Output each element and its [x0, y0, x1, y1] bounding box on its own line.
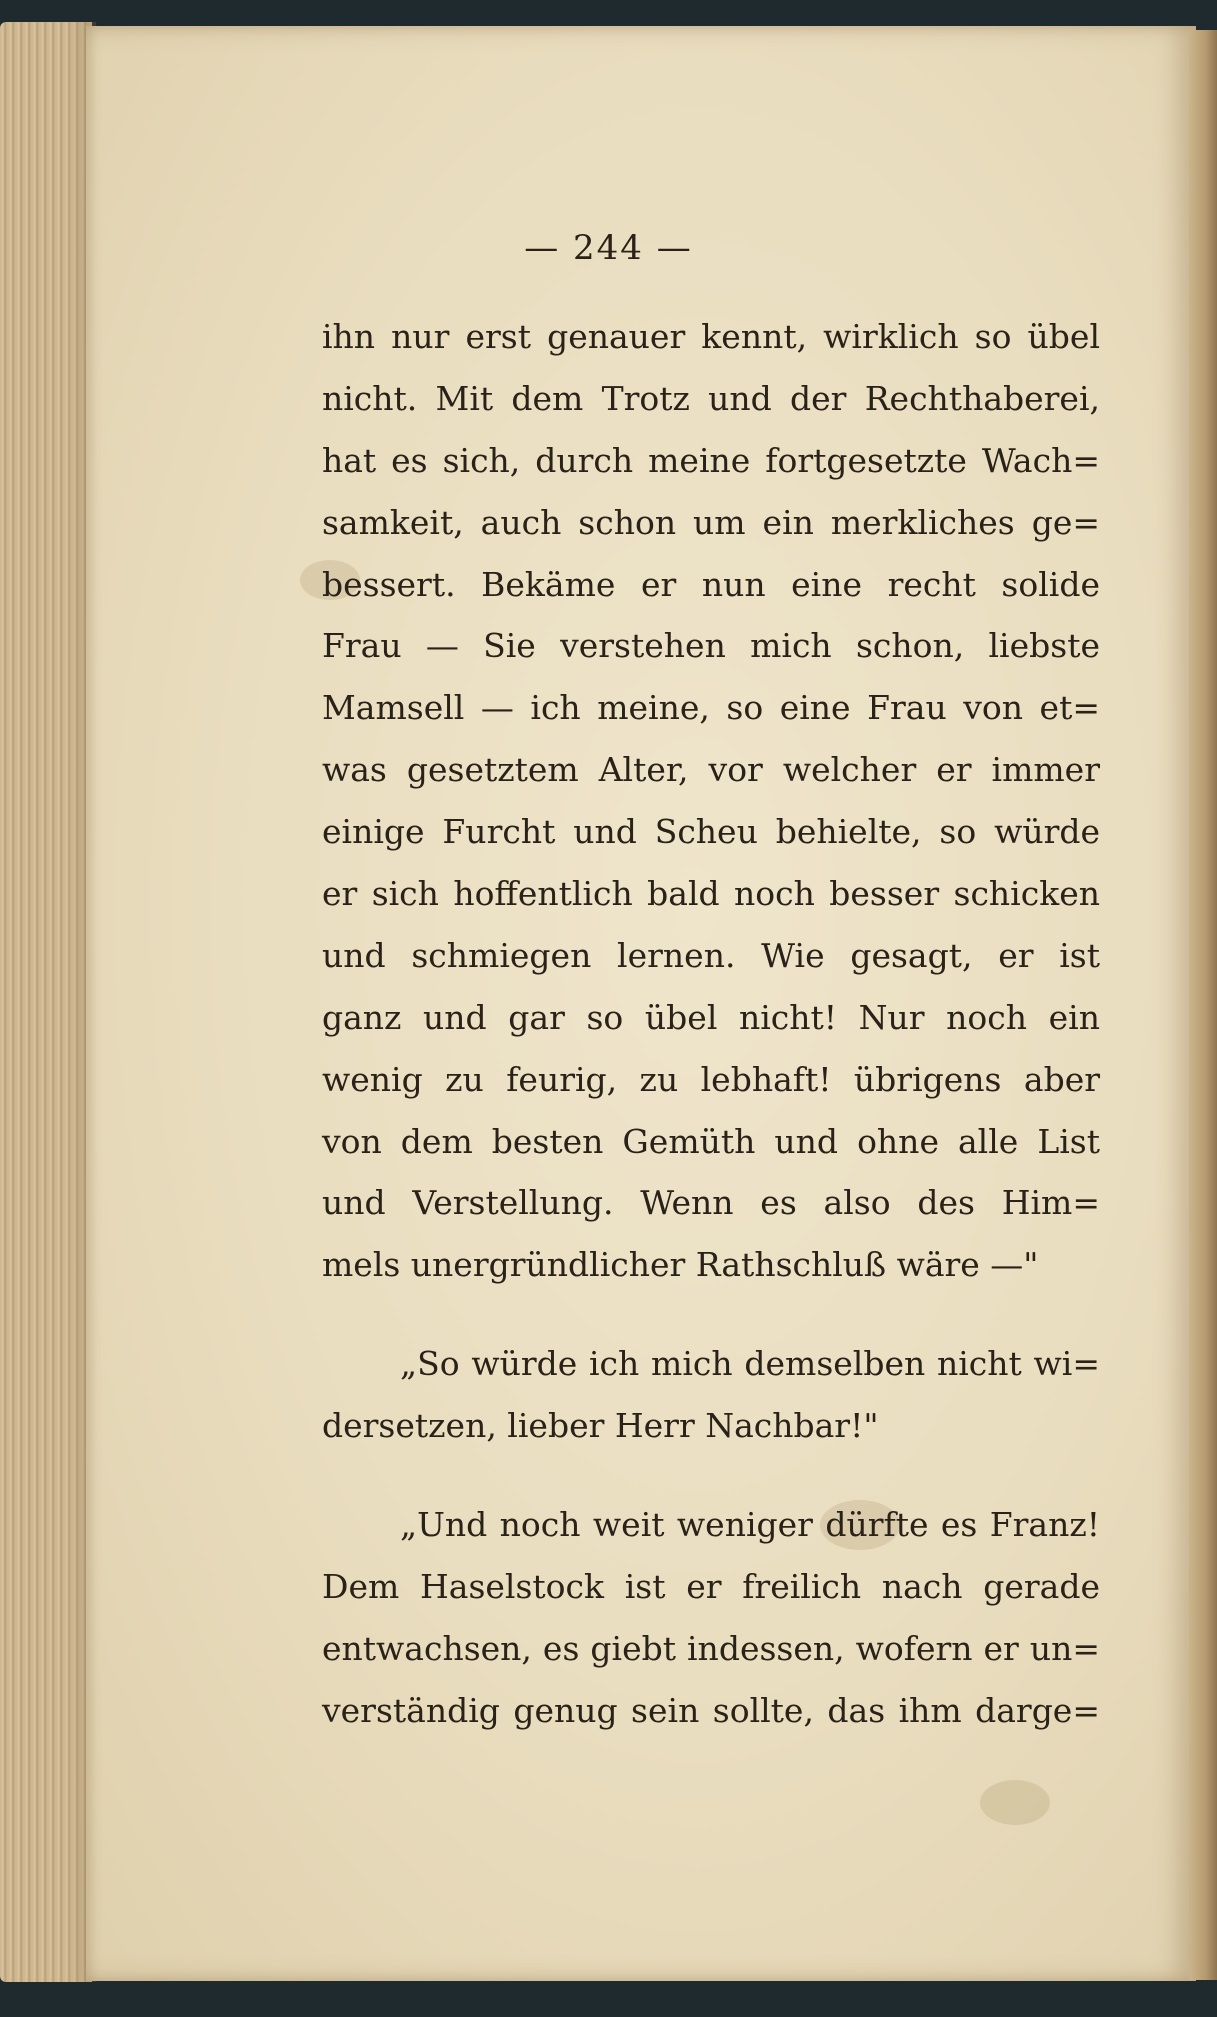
text-line: Dem Haselstock ist er freilich nach gerade: [322, 1566, 1100, 1606]
body-text: [322, 306, 1100, 1742]
text-line: „So würde ich mich demselben nicht wi=: [400, 1344, 1100, 1384]
paragraph: [322, 306, 1100, 1296]
text-line: entwachsen, es giebt indessen, wofern er un=: [322, 1628, 1100, 1668]
text-line: dersetzen, lieber Herr Nachbar!": [322, 1406, 879, 1446]
paragraph: [322, 1494, 1100, 1742]
text-line: Frau — Sie verstehen mich schon, liebste: [322, 626, 1100, 666]
text-line: hat es sich, durch meine fortgesetzte Wach=: [322, 440, 1100, 480]
text-line: einige Furcht und Scheu behielte, so würde: [322, 812, 1100, 852]
paragraph-gap: [322, 1296, 1100, 1333]
text-line: und schmiegen lernen. Wie gesagt, er ist: [322, 935, 1100, 975]
text-line: er sich hoffentlich bald noch besser schicken: [322, 874, 1100, 914]
text-line: ihn nur erst genauer kennt, wirklich so übel: [322, 317, 1100, 356]
paragraph: [322, 1333, 1100, 1457]
text-line: samkeit, auch schon um ein merkliches ge=: [322, 502, 1100, 542]
text-line: mels unergründlicher Rathschluß wäre —": [322, 1245, 1039, 1285]
text-line: was gesetztem Alter, vor welcher er immer: [322, 750, 1100, 790]
text-line: von dem besten Gemüth und ohne alle List: [322, 1121, 1100, 1161]
text-line: ganz und gar so übel nicht! Nur noch ein: [322, 997, 1100, 1037]
page-right-edge: [1189, 30, 1217, 1980]
text-line: wenig zu feurig, zu lebhaft! übrigens aber: [322, 1059, 1100, 1099]
paragraph-gap: [322, 1457, 1100, 1494]
text-line: und Verstellung. Wenn es also des Him=: [322, 1183, 1100, 1223]
text-line: „Und noch weit weniger dürfte es Franz!: [400, 1505, 1100, 1545]
page-number-header: — 244 —: [524, 228, 693, 268]
text-line: verständig genug sein sollte, das ihm darge=: [322, 1690, 1100, 1730]
paper-stain: [980, 1780, 1050, 1825]
text-line: bessert. Bekäme er nun eine recht solide: [322, 564, 1100, 604]
text-line: Mamsell — ich meine, so eine Frau von et=: [322, 688, 1100, 728]
text-line: nicht. Mit dem Trotz und der Rechthaberei,: [322, 378, 1100, 418]
